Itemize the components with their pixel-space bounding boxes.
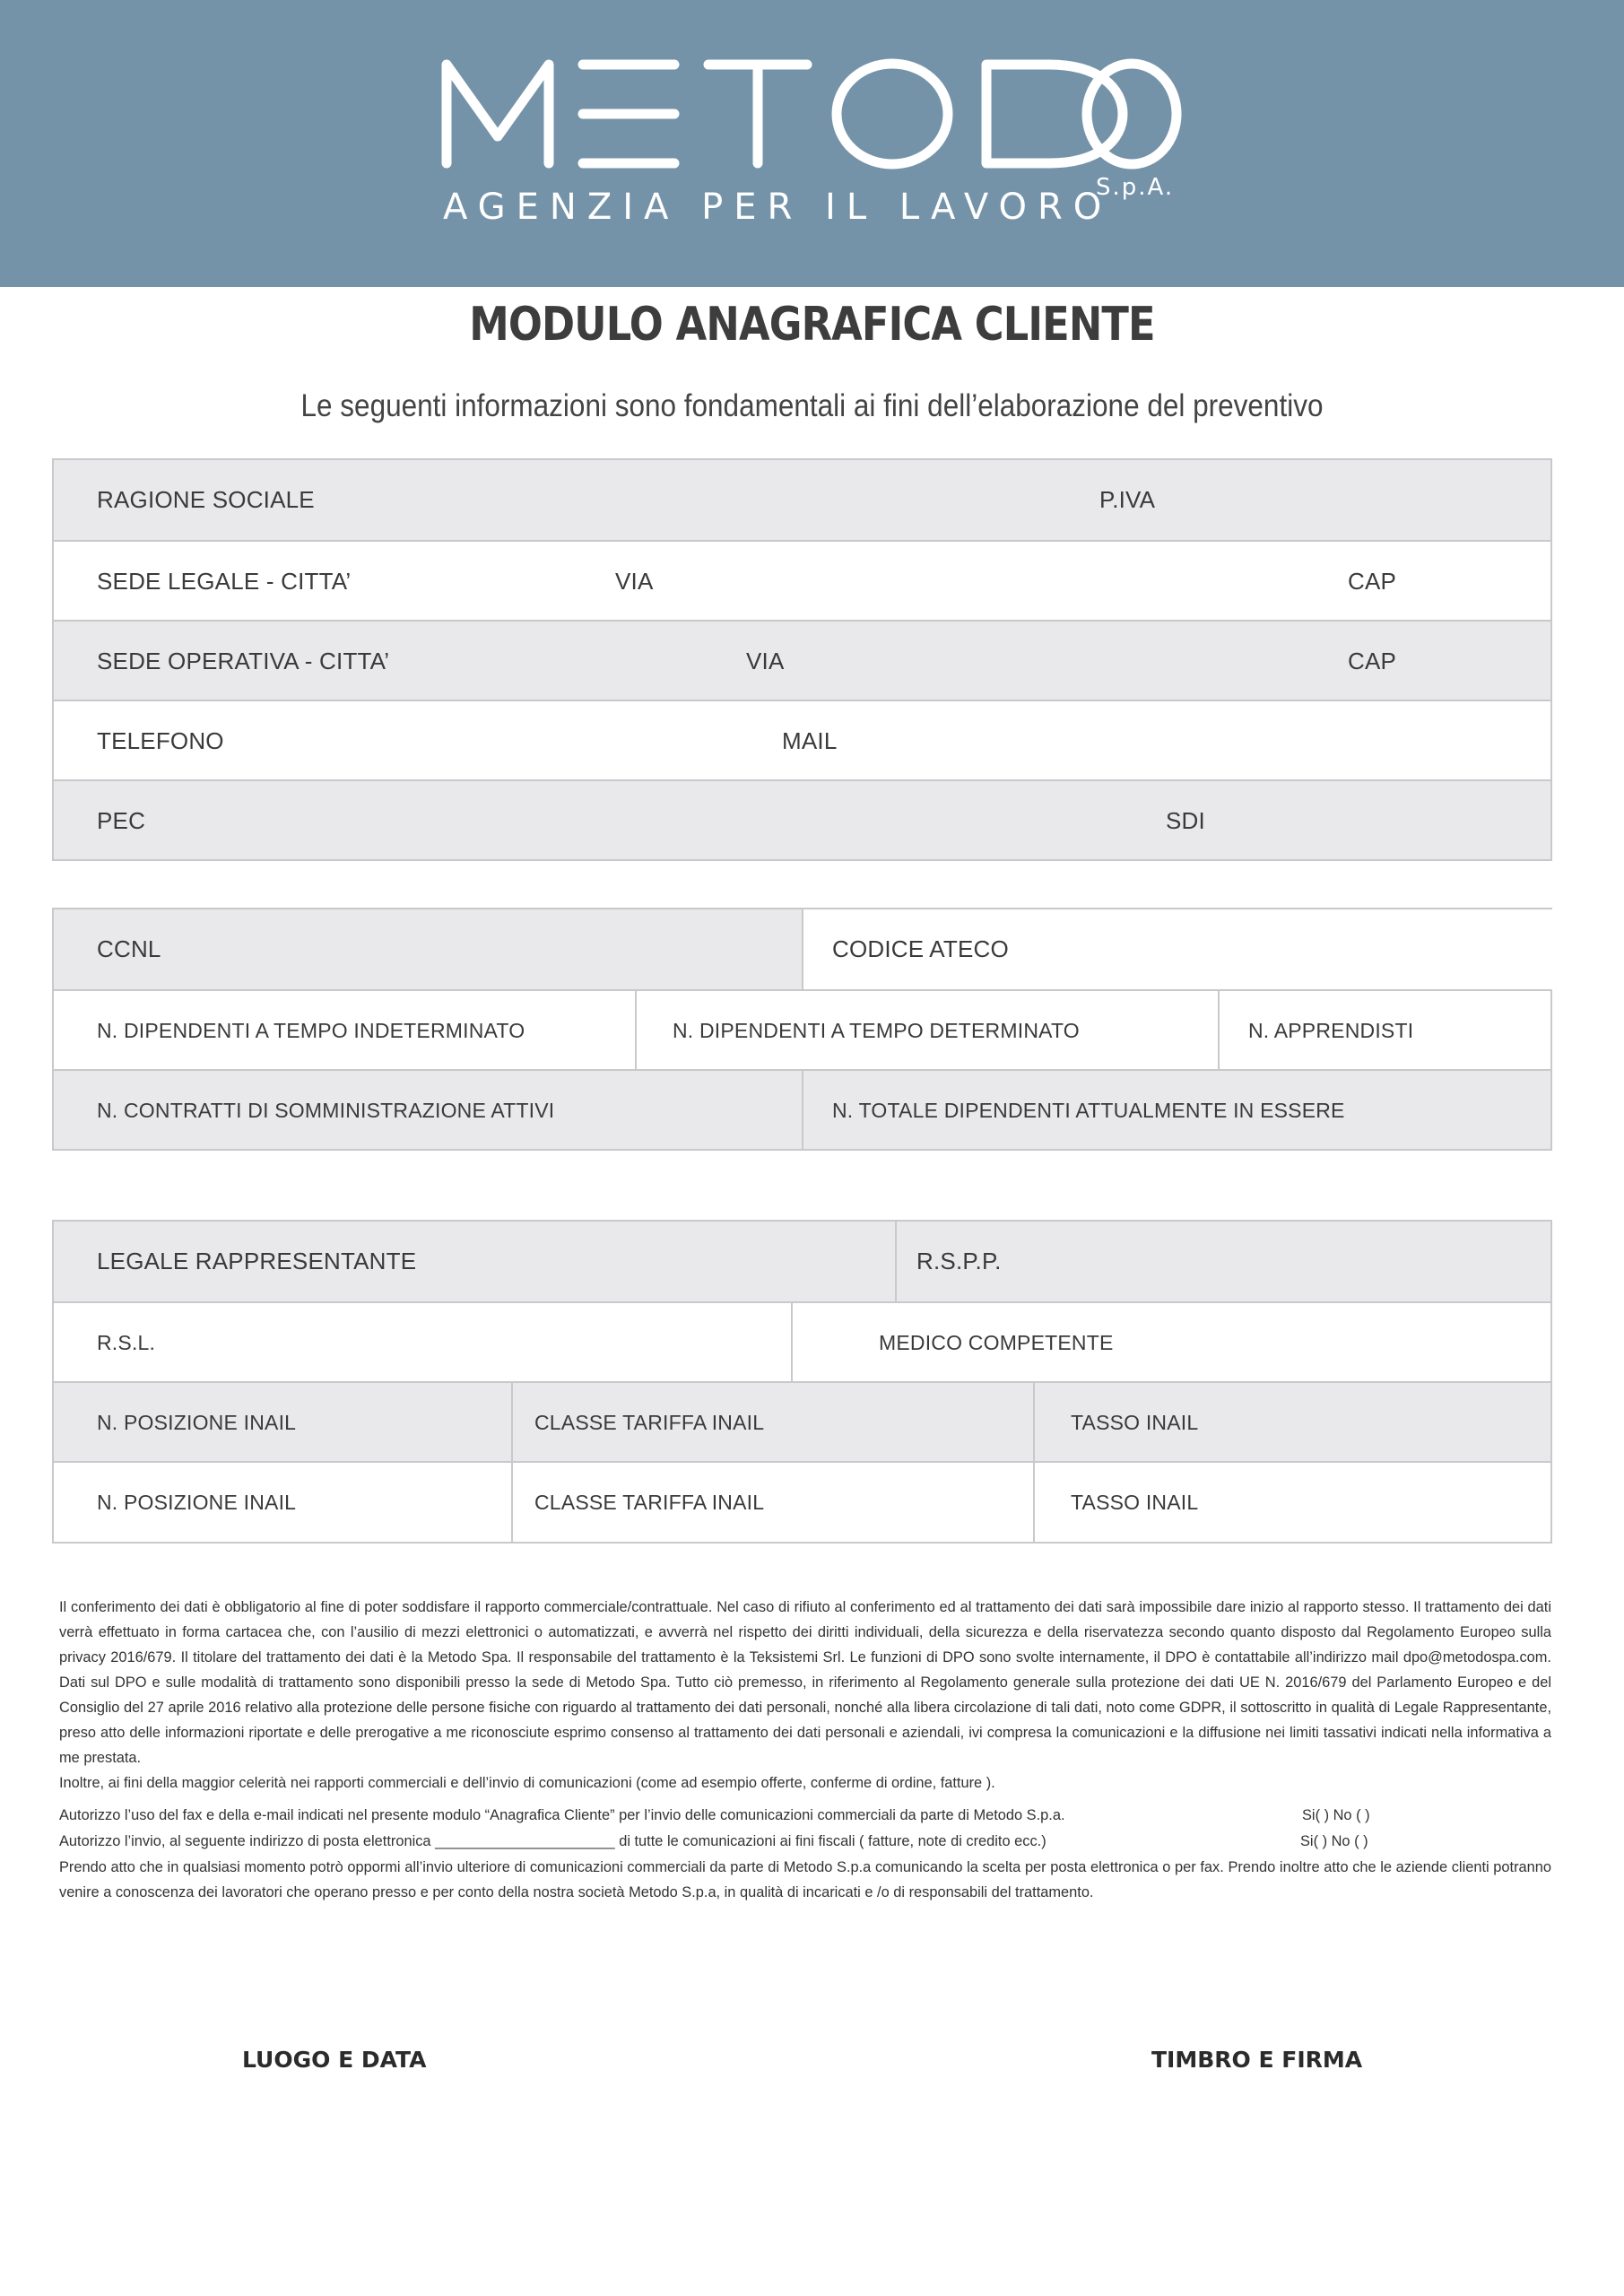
codice-ateco-cell[interactable] bbox=[803, 909, 1552, 989]
page-subtitle: Le seguenti informazioni sono fondamentali ai fini dell’elaborazione del preventivo bbox=[300, 388, 1324, 423]
row-contratti[interactable] bbox=[54, 1069, 1550, 1149]
privacy-paragraph: Il conferimento dei dati è obbligatorio al fine di poter soddisfare il rapporto commerciale/contrattuale. Nel caso di rifiuto al conferimento ed al trattamento dei dati sarà impossibile dare inizio al rapporto stesso. Il trattamento dei dati verrà effettuato in forma cartacea che, con l’ausilio di mezzi elettronici o automatizzati, e avverrà nel rispetto dei diritti individuali, della sicurezza e della riservatezza secondo quanto disposto dal Regolamento Europeo sulla privacy 2016/679. Il titolare del trattamento dei dati è la Metodo Spa. Il responsabile del trattamento è la Teksistemi Srl. Le funzioni di DPO sono svolte internamente, il DPO è contattabile all’indirizzo mail dpo@metodospa.com. Dati sul DPO e sulle modalità di trattamento sono disponibili presso la sede di Metodo Spa. Tutto ciò premesso, in riferimento al Regolamento generale sulla protezione dei dati UE N. 2016/679 del Parlamento Europeo e del Consiglio del 27 aprile 2016 relativo alla protezione delle persone fisiche con riguardo al trattamento dei dati personali, nonché alla libera circolazione di tali dati, noto come GDPR, il sottoscritto in qualità di Legale Rappresentante, preso atto delle informazioni riportate e delle prerogative a me riconosciute esprimo consenso al trattamento dei dati personali e aziendali, ivi compresa la comunicazioni e la diffusione nei limiti tassativi indicati nella informativa a me prestata. bbox=[59, 1599, 1551, 1766]
sede-legale-via-label: VIA bbox=[615, 568, 654, 595]
rspp-label: R.S.P.P. bbox=[916, 1248, 1002, 1274]
sede-operativa-citta-label: SEDE OPERATIVA - CITTA’ bbox=[97, 648, 390, 674]
privacy-paragraph-2: Inoltre, ai fini della maggior celerità nei rapporti commerciali e dell’invio di comunicazioni (come ad esempio offerte, conferme di ordine, fatture ). bbox=[59, 1775, 995, 1791]
row-inail-1[interactable] bbox=[54, 1381, 1550, 1461]
pec-label: PEC bbox=[97, 807, 146, 834]
ccnl-label: CCNL bbox=[97, 935, 161, 962]
contratti-somministrazione-label: N. CONTRATTI DI SOMMINISTRAZIONE ATTIVI bbox=[97, 1099, 555, 1122]
logo-suffix: S.p.A. bbox=[1096, 174, 1175, 201]
divider bbox=[895, 1222, 897, 1301]
row-inail-2[interactable] bbox=[54, 1461, 1550, 1542]
sede-operativa-cap-label: CAP bbox=[1348, 648, 1397, 674]
row-sede-operativa[interactable] bbox=[54, 620, 1550, 700]
rsl-label: R.S.L. bbox=[97, 1331, 156, 1354]
luogo-data-label: LUOGO E DATA bbox=[242, 2047, 427, 2073]
metodo-logo bbox=[439, 57, 1184, 174]
company-info-table bbox=[52, 458, 1552, 861]
row-sede-legale[interactable] bbox=[54, 540, 1550, 620]
sede-legale-citta-label: SEDE LEGALE - CITTA’ bbox=[97, 568, 352, 595]
piva-label: P.IVA bbox=[1099, 486, 1156, 513]
legale-rappresentante-label: LEGALE RAPPRESENTANTE bbox=[97, 1248, 417, 1274]
consent-fax-email: Autorizzo l’uso del fax e della e-mail indicati nel presente modulo “Anagrafica Cliente” per l’invio delle comunicazioni commerciali da parte di Metodo S.p.a. bbox=[59, 1807, 1065, 1823]
logo-subtitle: AGENZIA PER IL LAVORO bbox=[443, 187, 1113, 228]
divider bbox=[802, 909, 803, 989]
divider bbox=[1033, 1383, 1035, 1461]
totale-dipendenti-label: N. TOTALE DIPENDENTI ATTUALMENTE IN ESSERE bbox=[832, 1099, 1345, 1122]
safety-table bbox=[52, 1220, 1552, 1544]
dip-determinato-label: N. DIPENDENTI A TEMPO DETERMINATO bbox=[673, 1019, 1080, 1042]
row-legale-rappresentante[interactable] bbox=[54, 1222, 1550, 1301]
metodo-logo-last-o bbox=[1081, 57, 1182, 174]
timbro-firma-label: TIMBRO E FIRMA bbox=[1151, 2047, 1363, 2073]
row-rsl[interactable] bbox=[54, 1301, 1550, 1381]
tasso-inail-label: TASSO INAIL bbox=[1071, 1491, 1199, 1514]
final-note: Prendo atto che in qualsiasi momento potrò oppormi all’invio ulteriore di comunicazioni commerciali da parte di Metodo S.p.a comunicando la scelta per posta elettronica o per fax. Prendo inoltre atto che le aziende clienti potranno venire a conoscenza dei lavoratori che operano presso e per conto della nostra società Metodo S.p.a, in qualità di incaricati e /o di responsabili del trattamento. bbox=[59, 1859, 1551, 1900]
consent-fax-email-options[interactable]: Si( ) No ( ) bbox=[1302, 1807, 1370, 1823]
row-pec[interactable] bbox=[54, 779, 1550, 859]
row-ccnl[interactable] bbox=[54, 909, 1550, 989]
consent-fiscal-email-options[interactable]: Si( ) No ( ) bbox=[1300, 1833, 1368, 1849]
classe-tariffa-inail-label: CLASSE TARIFFA INAIL bbox=[534, 1411, 765, 1434]
medico-competente-label: MEDICO COMPETENTE bbox=[879, 1331, 1114, 1354]
employees-table bbox=[52, 908, 1552, 1151]
consent-fiscal-email: Autorizzo l’invio, al seguente indirizzo di posta elettronica ______________________ di tutte le comunicazioni ai fini fiscali ( fatture, note di credito ecc.) bbox=[59, 1833, 1046, 1849]
apprendisti-label: N. APPRENDISTI bbox=[1248, 1019, 1414, 1042]
classe-tariffa-inail-label: CLASSE TARIFFA INAIL bbox=[534, 1491, 765, 1514]
divider bbox=[635, 991, 637, 1069]
posizione-inail-label: N. POSIZIONE INAIL bbox=[97, 1411, 297, 1434]
codice-ateco-label: CODICE ATECO bbox=[832, 935, 1009, 962]
dip-indeterminato-label: N. DIPENDENTI A TEMPO INDETERMINATO bbox=[97, 1019, 525, 1042]
row-dipendenti[interactable] bbox=[54, 989, 1550, 1069]
row-ragione-sociale[interactable] bbox=[54, 460, 1550, 540]
divider bbox=[802, 1071, 803, 1149]
row-telefono[interactable] bbox=[54, 700, 1550, 779]
divider bbox=[1033, 1463, 1035, 1542]
header-band bbox=[0, 0, 1624, 287]
divider bbox=[511, 1383, 513, 1461]
sede-operativa-via-label: VIA bbox=[746, 648, 785, 674]
tasso-inail-label: TASSO INAIL bbox=[1071, 1411, 1199, 1434]
privacy-notice bbox=[59, 1595, 1551, 1796]
mail-label: MAIL bbox=[782, 727, 838, 754]
ragione-sociale-label: RAGIONE SOCIALE bbox=[97, 486, 315, 513]
sede-legale-cap-label: CAP bbox=[1348, 568, 1397, 595]
divider bbox=[511, 1463, 513, 1542]
sdi-label: SDI bbox=[1166, 807, 1205, 834]
telefono-label: TELEFONO bbox=[97, 727, 224, 754]
posizione-inail-label: N. POSIZIONE INAIL bbox=[97, 1491, 297, 1514]
page-title: MODULO ANAGRAFICA CLIENTE bbox=[469, 298, 1155, 352]
divider bbox=[1218, 991, 1220, 1069]
divider bbox=[791, 1303, 793, 1381]
